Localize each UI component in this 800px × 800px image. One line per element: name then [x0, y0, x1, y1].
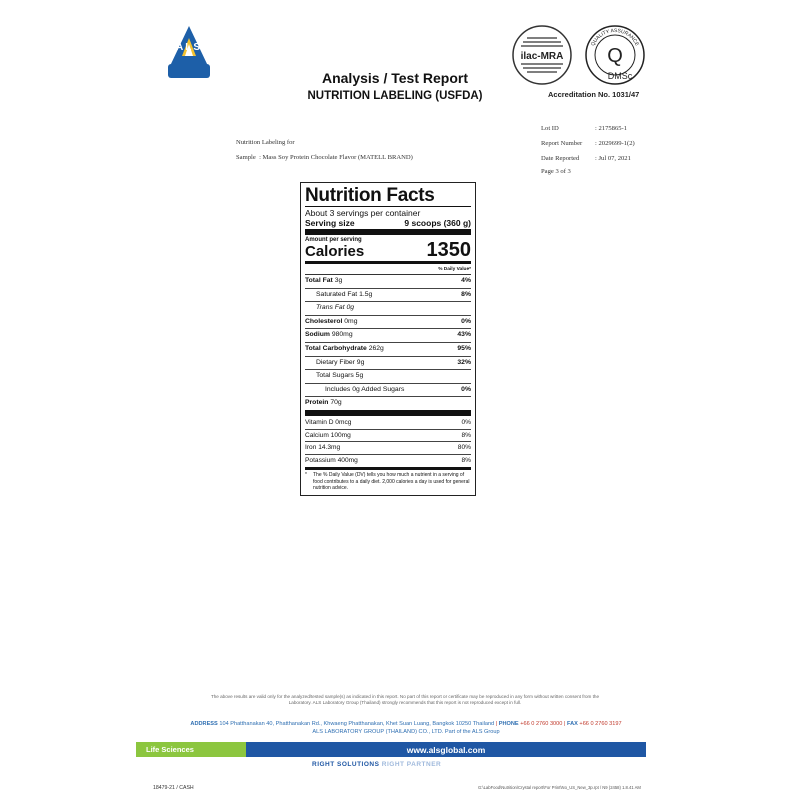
address-label: ADDRESS	[190, 721, 218, 727]
nutrient-name: Total Carbohydrate	[305, 344, 367, 352]
sample-value: : Mass Soy Protein Chocolate Flavor (MATELL BRAND)	[259, 154, 413, 161]
vitamin-row	[305, 417, 471, 430]
footnote-text: The % Daily Value (DV) tells you how much a nutrient in a serving of food contributes to a daily diet. 2,000 calories a day is used for general nutrition advice.	[313, 472, 470, 492]
divider-medium	[305, 261, 471, 264]
nutrient-dv: 43%	[457, 331, 471, 339]
phone-number: +66 0 2760 3000	[520, 721, 563, 727]
serving-size-label: Serving size	[305, 218, 355, 228]
nutrient-amount: 70g	[330, 399, 342, 407]
vitamin-name: Iron 14.3mg	[305, 444, 341, 452]
daily-value-header: % Daily Value*	[438, 267, 471, 272]
vitamin-row	[305, 430, 471, 443]
ilac-logo-text: ilac-MRA	[520, 51, 564, 62]
divider-medium	[305, 467, 471, 470]
nutrition-labeling-intro: Nutrition Labeling for	[236, 139, 295, 146]
nutrient-amount: 1.5g	[359, 290, 373, 298]
meta-row-report-number	[541, 140, 635, 147]
nutrient-amount: 0mg	[344, 317, 358, 325]
nutrient-dv: 95%	[457, 344, 471, 352]
nutrient-name: Total Fat	[305, 277, 333, 284]
serving-size-value: 9 scoops (360 g)	[404, 218, 471, 228]
report-subtitle: NUTRITION LABELING (USFDA)	[307, 90, 483, 102]
nutrient-row-added-sugars	[305, 384, 471, 398]
nutrient-name: Total Sugars	[316, 372, 354, 380]
sample-line	[236, 154, 413, 161]
accreditation-number: Accreditation No. 1031/47	[548, 90, 640, 99]
nutrient-dv: 32%	[457, 358, 471, 366]
vitamin-name: Vitamin D 0mcg	[305, 418, 352, 426]
company-address: ADDRESS 104 Phatthanakan 40, Phatthanakan Rd., Khwaeng Phatthanakan, Khet Suan Luang, Bangkok 10250 Thailand | PHONE +66 0 2760 3000 | FAX +66 0 2760 3197	[190, 721, 622, 727]
meta-value: : 2175865-1	[595, 125, 628, 132]
tagline-b: RIGHT PARTNER	[381, 761, 442, 768]
nutrient-row-total-sugars	[305, 370, 471, 384]
nutrient-row-cholesterol	[305, 316, 471, 330]
meta-key: Date Reported	[541, 155, 580, 162]
daily-value-footnote	[305, 472, 471, 492]
nutrient-name: Trans Fat	[316, 304, 345, 312]
nutrient-amount: 9g	[356, 358, 365, 366]
meta-value: : 2029699-1(2)	[595, 140, 635, 147]
vitamin-row	[305, 442, 471, 455]
nutrient-row-sodium	[305, 329, 471, 343]
vitamin-name: Potassium 400mg	[305, 456, 358, 464]
nutrition-facts-label	[300, 182, 476, 496]
meta-key: Report Number	[541, 140, 583, 147]
serving-size	[305, 218, 471, 228]
vitamin-dv: 8%	[461, 431, 471, 439]
vitamin-row	[305, 455, 471, 467]
dmsc-ring-text: QUALITY ASSURANCE	[590, 27, 640, 48]
nutrient-name: Includes 0g Added Sugars	[325, 385, 405, 393]
nutrient-name: Protein	[305, 399, 329, 407]
divider-thick	[305, 410, 471, 416]
dmsc-logo-letter: Q	[607, 45, 623, 67]
nutrient-name: Sodium	[305, 331, 330, 339]
nutrient-name: Saturated Fat	[316, 290, 358, 298]
calories-value: 1350	[426, 239, 471, 261]
nutrient-row-total-carbohydrate	[305, 343, 471, 357]
report-title: Analysis / Test Report	[321, 70, 468, 86]
meta-value: : Jul 07, 2021	[595, 155, 631, 162]
fax-number: +66 0 2760 3197	[579, 721, 622, 727]
website-link[interactable]: www.alsglobal.com	[246, 742, 646, 757]
page-indicator: Page 3 of 3	[541, 168, 571, 175]
vitamin-dv: 80%	[457, 444, 471, 452]
divider-thick	[305, 229, 471, 235]
banner-life-sciences: Life Sciences	[136, 742, 246, 757]
nutrient-amount: 3g	[334, 277, 343, 284]
meta-row-lot-id	[541, 125, 627, 132]
dmsc-quality-logo	[584, 24, 646, 86]
file-path: G:\LabFood\Nutrition\Crystal report\For Print\No_US_New_3p.rpt / N9 (2458) 1.8.41 AM	[478, 785, 641, 790]
vitamin-name: Calcium 100mg	[305, 431, 351, 439]
vitamin-dv: 8%	[461, 456, 471, 464]
fax-label: FAX	[566, 721, 578, 727]
footer-banner	[136, 742, 646, 757]
vitamin-dv: 0%	[461, 418, 471, 426]
phone-label: PHONE	[498, 721, 519, 727]
tagline	[312, 761, 441, 768]
nutrient-dv: 8%	[461, 290, 471, 298]
tagline-a: RIGHT SOLUTIONS	[312, 761, 380, 768]
nutrient-row-trans-fat	[305, 302, 471, 316]
sample-label: Sample	[236, 154, 256, 161]
nutrient-dv: 0%	[461, 317, 471, 325]
nutrient-amount: 5g	[355, 372, 364, 380]
nutrient-name: Cholesterol	[305, 317, 343, 325]
nutrient-amount: 980mg	[331, 331, 353, 339]
als-logo-text: ALS	[176, 42, 202, 53]
nutrient-dv: 4%	[461, 277, 471, 284]
meta-row-page	[541, 168, 571, 175]
footnote-star: *	[305, 472, 307, 479]
nutrient-amount: 0g	[346, 304, 355, 312]
nutrient-dv: 0%	[461, 385, 471, 393]
nutrient-row-total-fat	[305, 275, 471, 289]
nutrient-row-saturated-fat	[305, 289, 471, 303]
servings-per-container: About 3 servings per container	[305, 208, 421, 218]
meta-key: Lot ID	[541, 125, 559, 132]
amount-per-serving: Amount per serving	[305, 237, 362, 243]
company-name: ALS LABORATORY GROUP (THAILAND) CO., LTD. Part of the ALS Group	[312, 729, 500, 735]
dmsc-logo-text: DMSc	[607, 71, 633, 81]
calories-label: Calories	[305, 243, 365, 260]
meta-row-date-reported	[541, 155, 631, 162]
nutrient-amount: 262g	[368, 344, 384, 352]
nutrient-row-protein	[305, 397, 471, 410]
nutrient-row-dietary-fiber	[305, 357, 471, 371]
nutrient-name: Dietary Fiber	[316, 358, 355, 366]
calories-block	[305, 237, 471, 260]
nutrition-facts-title: Nutrition Facts	[305, 186, 471, 207]
report-disclaimer: The above results are valid only for the analyzed/tested sample(s) as indicated in this report. No part of this report or certificate may be reproduced in any form without written consent from the Laboratory. ALS Laboratory Group (Thailand) strongly recommends that this report is not reproduced except in full.	[210, 694, 600, 705]
ilac-mra-logo	[511, 24, 573, 86]
form-code: 18479-21 / CASH	[153, 785, 194, 791]
address-text: 104 Phatthanakan 40, Phatthanakan Rd., Khwaeng Phatthanakan, Khet Suan Luang, Bangkok 10250 Thailand	[219, 721, 495, 727]
